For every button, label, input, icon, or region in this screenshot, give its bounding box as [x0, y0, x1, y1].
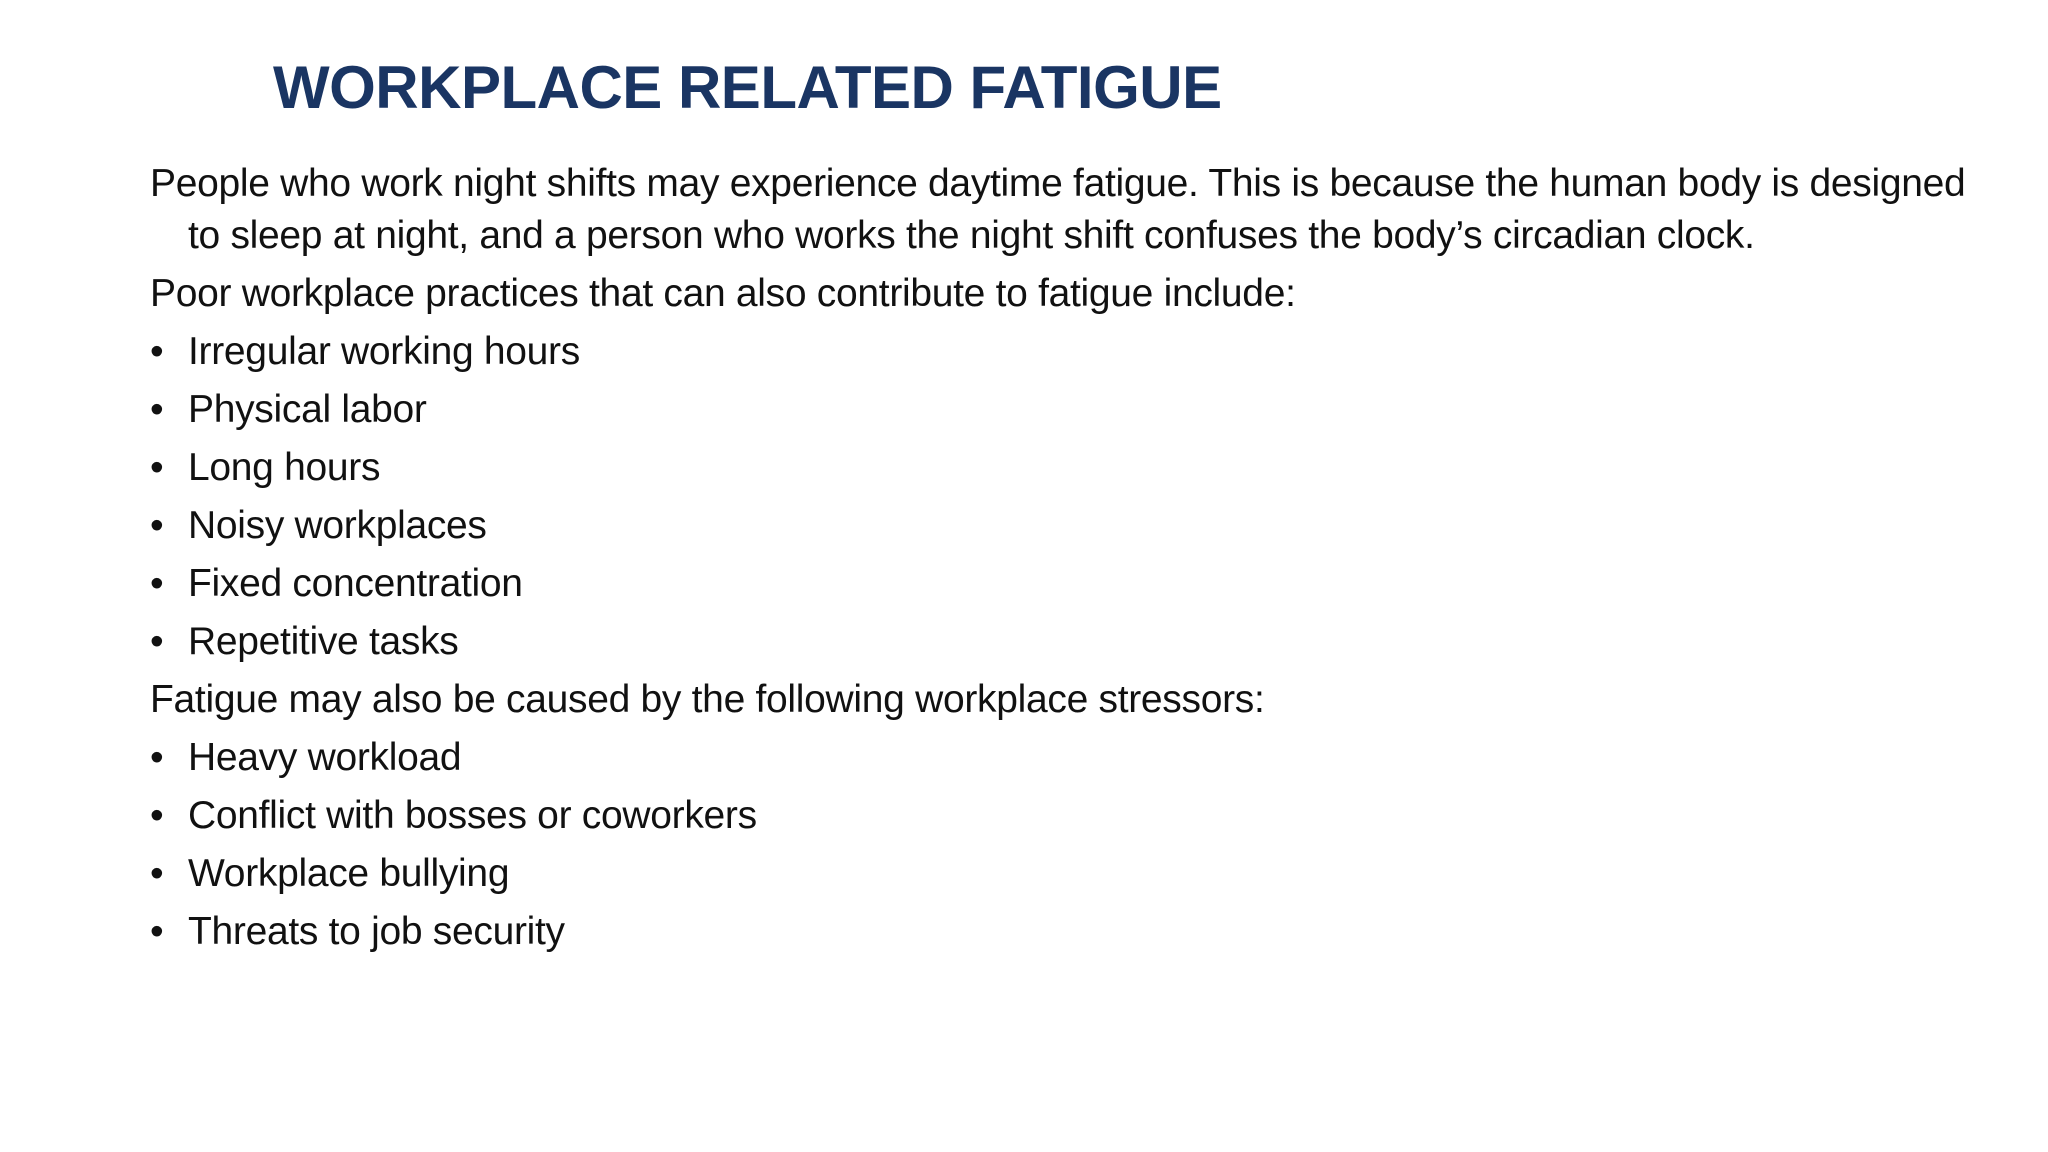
bullet-icon: • — [150, 794, 164, 837]
slide-body — [150, 158, 1990, 964]
list-item-text: Long hours — [188, 446, 381, 489]
bullet-icon: • — [150, 504, 164, 547]
intro-paragraph: People who work night shifts may experience daytime fatigue. This is because the human body is designed to sleep at night, and a person who works the night shift confuses the body’s circadian clock. — [150, 162, 1966, 257]
list-item — [150, 384, 1990, 436]
list-item-text: Repetitive tasks — [188, 620, 459, 663]
bullet-icon: • — [150, 562, 164, 605]
list-item-text: Irregular working hours — [188, 330, 580, 373]
list-item — [150, 790, 1990, 842]
list-item — [150, 326, 1990, 378]
list-item-text: Noisy workplaces — [188, 504, 487, 547]
slide-title: WORKPLACE RELATED FATIGUE — [273, 54, 1222, 121]
bullet-icon: • — [150, 736, 164, 779]
bullet-icon: • — [150, 620, 164, 663]
stressors-heading: Fatigue may also be caused by the following workplace stressors: — [150, 678, 1265, 721]
bullet-icon: • — [150, 910, 164, 953]
list-item-text: Conflict with bosses or coworkers — [188, 794, 757, 837]
list-item — [150, 500, 1990, 552]
list-item — [150, 558, 1990, 610]
list-item — [150, 616, 1990, 668]
practices-list — [150, 326, 1990, 668]
list-item — [150, 906, 1990, 958]
practices-heading: Poor workplace practices that can also contribute to fatigue include: — [150, 272, 1296, 315]
list-item — [150, 442, 1990, 494]
list-item-text: Threats to job security — [188, 910, 565, 953]
list-item-text: Heavy workload — [188, 736, 462, 779]
list-item-text: Physical labor — [188, 388, 427, 431]
list-item — [150, 848, 1990, 900]
list-item-text: Fixed concentration — [188, 562, 523, 605]
bullet-icon: • — [150, 446, 164, 489]
bullet-icon: • — [150, 388, 164, 431]
bullet-icon: • — [150, 330, 164, 373]
bullet-icon: • — [150, 852, 164, 895]
list-item — [150, 732, 1990, 784]
list-item-text: Workplace bullying — [188, 852, 510, 895]
stressors-list — [150, 732, 1990, 958]
